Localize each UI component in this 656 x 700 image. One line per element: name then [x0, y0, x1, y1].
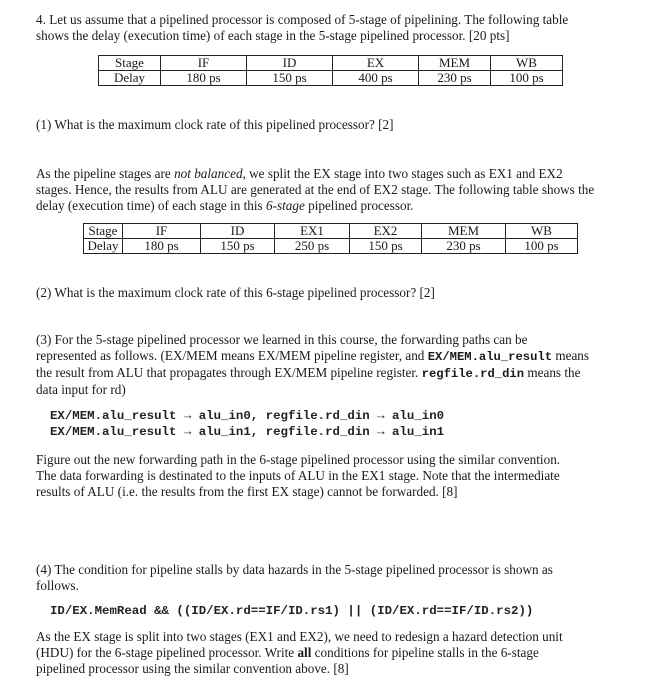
stage-cell: MEM	[422, 224, 506, 239]
emphasis-6-stage: 6-stage	[265, 198, 305, 213]
five-stage-delay-table	[98, 55, 563, 86]
q3-text: represented as follows. (EX/MEM means EX/MEM pipeline register, and	[36, 348, 428, 363]
fwd-line-2: The data forwarding is destinated to the inputs of ALU in the EX1 stage. Note that the intermediate	[36, 468, 560, 483]
q3-line-1: (3) For the 5-stage pipelined processor we learned in this course, the forwarding paths can be	[36, 332, 528, 347]
q3-line-2	[36, 348, 626, 365]
delay-cell: 230 ps	[419, 71, 491, 86]
delay-label: Delay	[99, 71, 161, 86]
delay-cell: 230 ps	[422, 239, 506, 254]
delay-cell: 100 ps	[491, 71, 563, 86]
stage-row	[84, 224, 578, 239]
emphasis-all: all	[297, 645, 312, 660]
forwarding-code-line-2: EX/MEM.alu_result → alu_in1, regfile.rd_din → alu_in1	[50, 425, 445, 439]
stage-cell: EX2	[350, 224, 422, 239]
forwarding-code-block	[50, 408, 444, 440]
stage-cell: ID	[201, 224, 275, 239]
delay-cell: 150 ps	[350, 239, 422, 254]
sub-question-1	[36, 117, 626, 133]
stage-cell: WB	[506, 224, 578, 239]
stage-cell: WB	[491, 56, 563, 71]
delay-row	[84, 239, 578, 254]
q1-text: (1) What is the maximum clock rate of this pipelined processor? [2]	[36, 117, 394, 132]
code-term-alu-result: EX/MEM.alu_result	[427, 350, 553, 364]
q3-line-4: data input for rd)	[36, 382, 126, 397]
hdu-line-3: pipelined processor using the similar convention above. [8]	[36, 661, 349, 676]
stage-row	[99, 56, 563, 71]
sub-question-3	[36, 332, 626, 398]
fwd-line-1: Figure out the new forwarding path in the 6-stage pipelined processor using the similar convention.	[36, 452, 561, 467]
hdu-line-1: As the EX stage is split into two stages (EX1 and EX2), we need to redesign a hazard detection unit	[36, 629, 563, 644]
delay-cell: 150 ps	[201, 239, 275, 254]
split-explanation	[36, 166, 626, 214]
intro-line-1: 4. Let us assume that a pipelined processor is composed of 5-stage of pipelining. The following table	[36, 12, 569, 27]
delay-cell: 180 ps	[161, 71, 247, 86]
six-stage-delay-table	[83, 223, 578, 254]
stage-cell: EX1	[275, 224, 350, 239]
split-line-1	[36, 166, 626, 182]
delay-label: Delay	[84, 239, 123, 254]
emphasis-not-balanced: not balanced	[174, 166, 243, 181]
hdu-line-2	[36, 645, 626, 661]
split-line-2: stages. Hence, the results from ALU are generated at the end of EX2 stage. The following table shows the	[36, 182, 595, 197]
forwarding-instructions	[36, 452, 626, 500]
forwarding-code-line-1: EX/MEM.alu_result → alu_in0, regfile.rd_din → alu_in0	[50, 409, 445, 423]
delay-cell: 150 ps	[247, 71, 333, 86]
stage-cell: EX	[333, 56, 419, 71]
delay-row	[99, 71, 563, 86]
split-text: , we split the EX stage into two stages such as EX1 and EX2	[242, 166, 563, 181]
stage-cell: ID	[247, 56, 333, 71]
stage-cell: IF	[161, 56, 247, 71]
stage-label: Stage	[84, 224, 123, 239]
stage-label: Stage	[99, 56, 161, 71]
stage-cell: IF	[123, 224, 201, 239]
q3-text: means the	[524, 365, 581, 380]
q3-line-3	[36, 365, 626, 382]
delay-cell: 180 ps	[123, 239, 201, 254]
hdu-instructions	[36, 629, 626, 677]
delay-cell: 250 ps	[275, 239, 350, 254]
split-text: delay (execution time) of each stage in this	[36, 198, 266, 213]
hdu-text: (HDU) for the 6-stage pipelined processor. Write	[36, 645, 298, 660]
hdu-text: conditions for pipeline stalls in the 6-stage	[311, 645, 539, 660]
split-text: pipelined processor.	[304, 198, 414, 213]
delay-cell: 100 ps	[506, 239, 578, 254]
q3-text: the result from ALU that propagates through EX/MEM pipeline register.	[36, 365, 422, 380]
fwd-line-3: results of ALU (i.e. the results from the first EX stage) cannot be forwarded. [8]	[36, 484, 458, 499]
delay-cell: 400 ps	[333, 71, 419, 86]
q3-text: means	[552, 348, 590, 363]
split-text: As the pipeline stages are	[36, 166, 175, 181]
stage-cell: MEM	[419, 56, 491, 71]
q4-line-2: follows.	[36, 578, 79, 593]
split-line-3	[36, 198, 626, 214]
sub-question-2	[36, 285, 626, 301]
question-4-intro	[36, 12, 626, 44]
intro-line-2: shows the delay (execution time) of each stage in the 5-stage pipelined processor. [20 pts]	[36, 28, 510, 43]
q4-line-1: (4) The condition for pipeline stalls by data hazards in the 5-stage pipelined processor is shown as	[36, 562, 553, 577]
code-term-rd-din: regfile.rd_din	[421, 367, 525, 381]
sub-question-4	[36, 562, 626, 594]
q2-text: (2) What is the maximum clock rate of this 6-stage pipelined processor? [2]	[36, 285, 435, 300]
stall-condition-code: ID/EX.MemRead && ((ID/EX.rd==IF/ID.rs1) || (ID/EX.rd==IF/ID.rs2))	[50, 604, 534, 618]
